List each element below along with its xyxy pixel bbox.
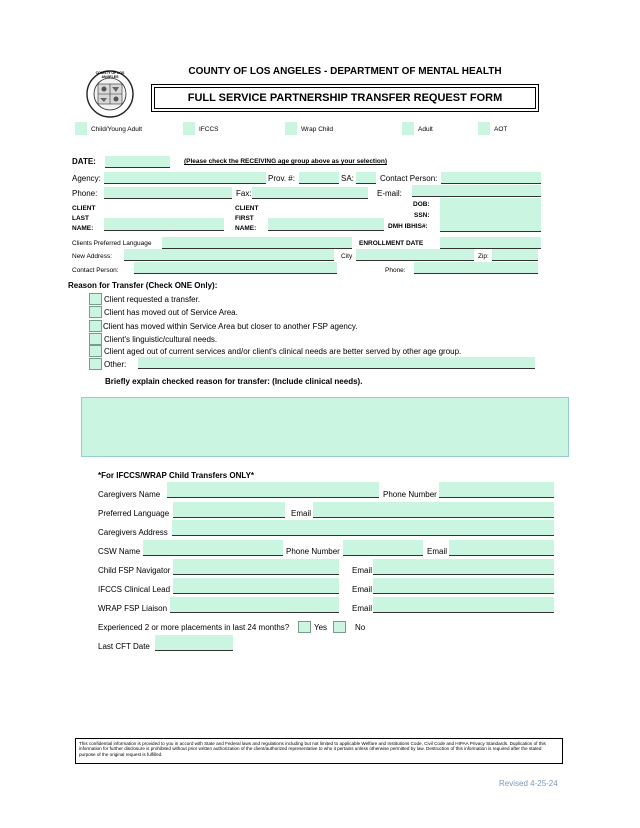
email-label: E-mail: bbox=[377, 189, 402, 198]
csw-email-label: Email bbox=[427, 547, 448, 556]
navigator-email-label: Email bbox=[352, 566, 373, 575]
age-checkbox-aot[interactable] bbox=[478, 122, 490, 135]
client-contact-field[interactable] bbox=[134, 262, 337, 274]
age-label-child: Child/Young Adult bbox=[91, 126, 143, 133]
client-phone-field[interactable] bbox=[414, 262, 538, 274]
reason-label-1: Client requested a transfer. bbox=[104, 295, 201, 304]
new-address-label: New Address: bbox=[72, 253, 113, 260]
revision-date: Revised 4-25-24 bbox=[499, 779, 558, 788]
reason-label-4: Client's linguistic/cultural needs. bbox=[104, 335, 218, 344]
reason-checkbox-3[interactable] bbox=[89, 320, 102, 332]
reason-label-other: Other: bbox=[104, 360, 127, 369]
reason-label-2: Client has moved out of Service Area. bbox=[104, 308, 238, 317]
last-cft-date-label: Last CFT Date bbox=[98, 642, 150, 651]
ifccs-heading: *For IFCCS/WRAP Child Transfers ONLY* bbox=[98, 471, 255, 480]
city-field[interactable] bbox=[356, 249, 474, 261]
enrollment-date-label: ENROLLMENT DATE bbox=[359, 240, 424, 247]
client-contact-label: Contact Person: bbox=[72, 267, 119, 274]
caregivers-name-field[interactable] bbox=[167, 482, 379, 498]
ifccs-preferred-language-field[interactable] bbox=[173, 502, 285, 518]
sa-label: SA: bbox=[341, 174, 354, 183]
liaison-label: WRAP FSP Liaison bbox=[98, 604, 168, 613]
csw-phone-field[interactable] bbox=[343, 540, 423, 556]
last-cft-date-field[interactable] bbox=[155, 635, 233, 651]
preferred-language-field[interactable] bbox=[162, 237, 352, 249]
placements-no-label: No bbox=[355, 623, 366, 632]
phone-field[interactable] bbox=[104, 187, 232, 199]
date-field[interactable] bbox=[105, 156, 170, 168]
contact-person-field[interactable] bbox=[441, 172, 541, 184]
csw-name-label: CSW Name bbox=[98, 547, 141, 556]
client-phone-label: Phone: bbox=[385, 267, 406, 274]
liaison-email-field[interactable] bbox=[373, 597, 554, 613]
client-first-name-label: CLIENT FIRST NAME: bbox=[235, 205, 259, 232]
confidentiality-notice: This confidential information is provided to you in accord with State and Federal laws and regulations including but not limited to applicable Welfare and Institutions Code, Civil Code and HIPAA Privacy Standards. Duplication of this information for further disclosure is prohibited without prior written authorization of the client/authorized representative to who it pertains unless otherwise permitted by law. Destruction of this information is required after the stated purpose of the original request is fulfilled. bbox=[79, 741, 546, 757]
age-checkbox-ifccs[interactable] bbox=[183, 122, 195, 135]
placements-yes-label: Yes bbox=[314, 623, 328, 632]
age-label-adult: Adult bbox=[418, 126, 433, 133]
county-seal bbox=[86, 70, 134, 118]
csw-phone-label: Phone Number bbox=[286, 547, 340, 556]
confidentiality-box bbox=[75, 738, 563, 764]
age-label-aot: AOT bbox=[494, 126, 508, 133]
ssn-label: SSN: bbox=[414, 212, 430, 219]
email-field[interactable] bbox=[412, 185, 541, 197]
placements-question: Experienced 2 or more placements in last 24 months? bbox=[98, 623, 290, 632]
liaison-email-label: Email bbox=[352, 604, 373, 613]
contact-person-label: Contact Person: bbox=[380, 174, 438, 183]
client-last-name-label: CLIENT LAST NAME: bbox=[72, 205, 96, 232]
dob-label: DOB: bbox=[413, 201, 430, 208]
reason-checkbox-other[interactable] bbox=[89, 358, 102, 370]
seal-text: COUNTY OF LOS ANGELES bbox=[95, 71, 125, 79]
prov-field[interactable] bbox=[299, 172, 339, 184]
ibhis-field[interactable] bbox=[440, 220, 541, 232]
caregivers-address-field[interactable] bbox=[172, 520, 554, 536]
phone-label: Phone: bbox=[72, 189, 98, 198]
csw-email-field[interactable] bbox=[449, 540, 554, 556]
caregivers-address-label: Caregivers Address bbox=[98, 528, 168, 537]
fax-field[interactable] bbox=[252, 187, 368, 199]
age-checkbox-adult[interactable] bbox=[402, 122, 414, 135]
agency-field[interactable] bbox=[104, 172, 266, 184]
age-label-ifccs: IFCCS bbox=[199, 126, 219, 133]
clinical-lead-field[interactable] bbox=[173, 578, 339, 594]
caregiver-email-label: Email bbox=[291, 509, 312, 518]
caregiver-phone-label: Phone Number bbox=[383, 490, 437, 499]
ifccs-preferred-language-label: Preferred Language bbox=[98, 509, 170, 518]
reason-checkbox-1[interactable] bbox=[89, 293, 102, 305]
new-address-field[interactable] bbox=[124, 249, 334, 261]
caregiver-phone-field[interactable] bbox=[439, 482, 554, 498]
liaison-field[interactable] bbox=[170, 597, 339, 613]
agency-label: Agency: bbox=[72, 174, 101, 183]
reason-label-3: Client has moved within Service Area but closer to another FSP agency. bbox=[103, 322, 358, 331]
explain-textarea[interactable] bbox=[81, 397, 569, 457]
reason-checkbox-4[interactable] bbox=[89, 333, 102, 345]
reason-other-field[interactable] bbox=[138, 357, 535, 369]
explain-label: Briefly explain checked reason for transfer: (Include clinical needs). bbox=[105, 377, 363, 386]
receiving-instruction: (Please check the RECEIVING age group above as your selection) bbox=[184, 158, 388, 165]
navigator-label: Child FSP Navigator bbox=[98, 566, 171, 575]
navigator-field[interactable] bbox=[173, 559, 339, 575]
reason-label-5: Client aged out of current services and/or client's clinical needs are better served by other age group. bbox=[104, 347, 462, 356]
client-first-name-field[interactable] bbox=[268, 218, 384, 231]
clinical-lead-label: IFCCS Clinical Lead bbox=[98, 585, 171, 594]
age-checkbox-wrap[interactable] bbox=[285, 122, 297, 135]
placements-no-checkbox[interactable] bbox=[333, 621, 346, 633]
reason-checkbox-2[interactable] bbox=[89, 306, 102, 318]
age-label-wrap: Wrap Child bbox=[301, 126, 334, 133]
age-checkbox-child[interactable] bbox=[75, 122, 87, 135]
navigator-email-field[interactable] bbox=[373, 559, 554, 575]
clinical-lead-email-field[interactable] bbox=[373, 578, 554, 594]
reason-checkbox-5[interactable] bbox=[89, 345, 102, 357]
csw-name-field[interactable] bbox=[143, 540, 283, 556]
caregivers-name-label: Caregivers Name bbox=[98, 490, 161, 499]
ibhis-label: DMH IBHIS#: bbox=[388, 223, 428, 230]
department-name: COUNTY OF LOS ANGELES - DEPARTMENT OF MENTAL HEALTH bbox=[188, 66, 502, 77]
enrollment-date-field[interactable] bbox=[440, 237, 541, 249]
client-last-name-field[interactable] bbox=[104, 218, 224, 231]
zip-label: Zip: bbox=[478, 253, 489, 260]
caregiver-email-field[interactable] bbox=[313, 502, 554, 518]
reason-heading: Reason for Transfer (Check ONE Only): bbox=[68, 281, 218, 290]
sa-field[interactable] bbox=[356, 172, 376, 184]
placements-yes-checkbox[interactable] bbox=[298, 621, 311, 633]
fax-label: Fax: bbox=[236, 189, 252, 198]
zip-field[interactable] bbox=[492, 249, 538, 261]
date-label: DATE: bbox=[72, 157, 96, 166]
prov-label: Prov. #: bbox=[268, 174, 295, 183]
clinical-lead-email-label: Email bbox=[352, 585, 373, 594]
preferred-language-label: Clients Preferred Language bbox=[72, 240, 152, 247]
title-box bbox=[151, 84, 539, 112]
city-label: City bbox=[341, 253, 353, 260]
form-title: FULL SERVICE PARTNERSHIP TRANSFER REQUEST FORM bbox=[187, 92, 503, 104]
